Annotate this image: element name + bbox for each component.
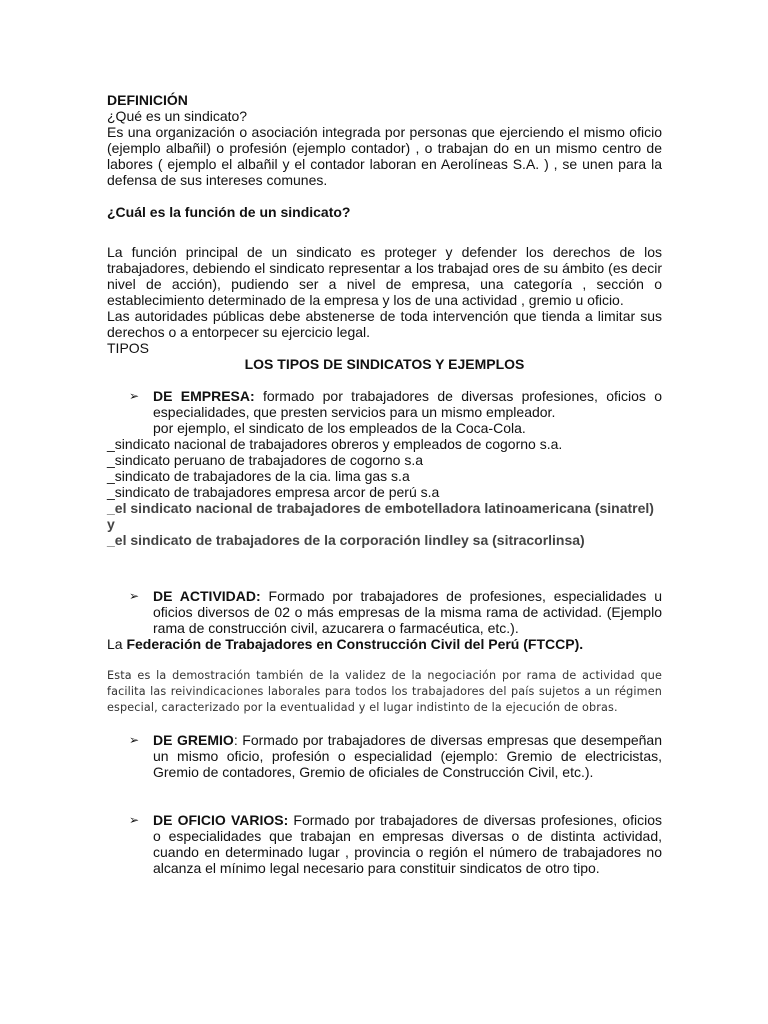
federacion-name: Federación de Trabajadores en Construcción Civil del Perú (FTCCP). <box>126 636 584 652</box>
arrow-bullet-icon: ➢ <box>129 389 140 403</box>
arrow-bullet-icon: ➢ <box>129 589 140 603</box>
bullet-empresa <box>129 388 662 420</box>
empresa-list-item: _sindicato peruano de trabajadores de cogorno s.a <box>107 452 423 468</box>
bullet-oficio-varios <box>129 812 662 876</box>
tipos-title: LOS TIPOS DE SINDICATOS Y EJEMPLOS <box>244 356 525 372</box>
empresa-list-item: _sindicato de trabajadores de la cia. lima gas s.a <box>107 468 410 484</box>
definicion-heading: DEFINICIÓN <box>107 92 188 108</box>
federacion-line <box>107 636 662 652</box>
empresa-list-item: _sindicato nacional de trabajadores obreros y empleados de cogorno s.a. <box>107 436 563 452</box>
empresa-text: formado por trabajadores de diversas profesiones, oficios o especialidades, que presten servicios para un mismo empleador. <box>153 388 662 420</box>
empresa-label: DE EMPRESA: <box>153 388 255 404</box>
definicion-answer: Es una organización o asociación integrada por personas que ejerciendo el mismo oficio (ejemplo albañil) o profesión (ejemplo contador) , o trabajan do en un mismo centro de labores ( ejemplo el albañil y el contador laboran en Aerolíneas S.A. ) , se unen para la defensa de sus intereses comunes. <box>107 124 662 188</box>
oficio-text: Formado por trabajadores de diversas profesiones, oficios o especialidades que trabajan en empresas diversas o de distinta actividad, cuando en determinado lugar , provincia o región el número de trabajadores no alcanza el mínimo legal necesario para constituir sindicatos de otro tipo. <box>153 812 663 876</box>
document-content <box>107 92 662 876</box>
empresa-bold-list-item: _el sindicato nacional de trabajadores de embotelladora latinoamericana (sinatrel) y <box>107 500 654 532</box>
arrow-bullet-icon: ➢ <box>129 813 140 827</box>
actividad-label: DE ACTIVIDAD: <box>153 588 261 604</box>
definicion-question: ¿Qué es un sindicato? <box>107 108 248 124</box>
bullet-actividad <box>129 588 662 636</box>
tipos-label: TIPOS <box>107 340 150 356</box>
oficio-label: DE OFICIO VARIOS: <box>153 812 289 828</box>
funcion-heading: ¿Cuál es la función de un sindicato? <box>107 204 351 220</box>
bullet-gremio <box>129 732 662 780</box>
gremio-label: DE GREMIO <box>153 732 234 748</box>
empresa-list-item: _sindicato de trabajadores empresa arcor de perú s.a <box>107 484 440 500</box>
funcion-paragraph-1: La función principal de un sindicato es proteger y defender los derechos de los trabajadores, debiendo el sindicato representar a los trabajad ores de su ámbito (es decir nivel de acción), pudiendo ser a nivel de empresa, una categoría , sección o establecimiento determinado de la empresa y los de una actividad , gremio u oficio. <box>107 244 662 308</box>
actividad-text: Formado por trabajadores de profesiones, especialidades u oficios diversos de 02 o más empresas de la misma rama de actividad. (Ejemplo rama de construcción civil, azucarera o farmacéutica, etc.). <box>153 588 662 636</box>
empresa-example: por ejemplo, el sindicato de los empleados de la Coca-Cola. <box>153 420 526 436</box>
federacion-prefix: La <box>107 636 127 652</box>
funcion-paragraph-2: Las autoridades públicas debe abstenerse de toda intervención que tienda a limitar sus derechos o a entorpecer su ejercicio legal. <box>107 308 662 340</box>
actividad-quote: Esta es la demostración también de la validez de la negociación por rama de actividad que facilita las reivindicaciones laborales para todos los trabajadores del país sujetos a un régimen especial, caracterizado por la eventualidad y el lugar indistinto de la ejecución de obras. <box>107 669 662 714</box>
gremio-text: : Formado por trabajadores de diversas empresas que desempeñan un mismo oficio, profesión o especialidad (ejemplo: Gremio de electricistas, Gremio de contadores, Gremio de oficiales de Construcción Civil, etc.). <box>153 732 662 780</box>
empresa-bold-list-item: _el sindicato de trabajadores de la corporación lindley sa (sitracorlinsa) <box>107 532 585 548</box>
arrow-bullet-icon: ➢ <box>129 733 140 747</box>
